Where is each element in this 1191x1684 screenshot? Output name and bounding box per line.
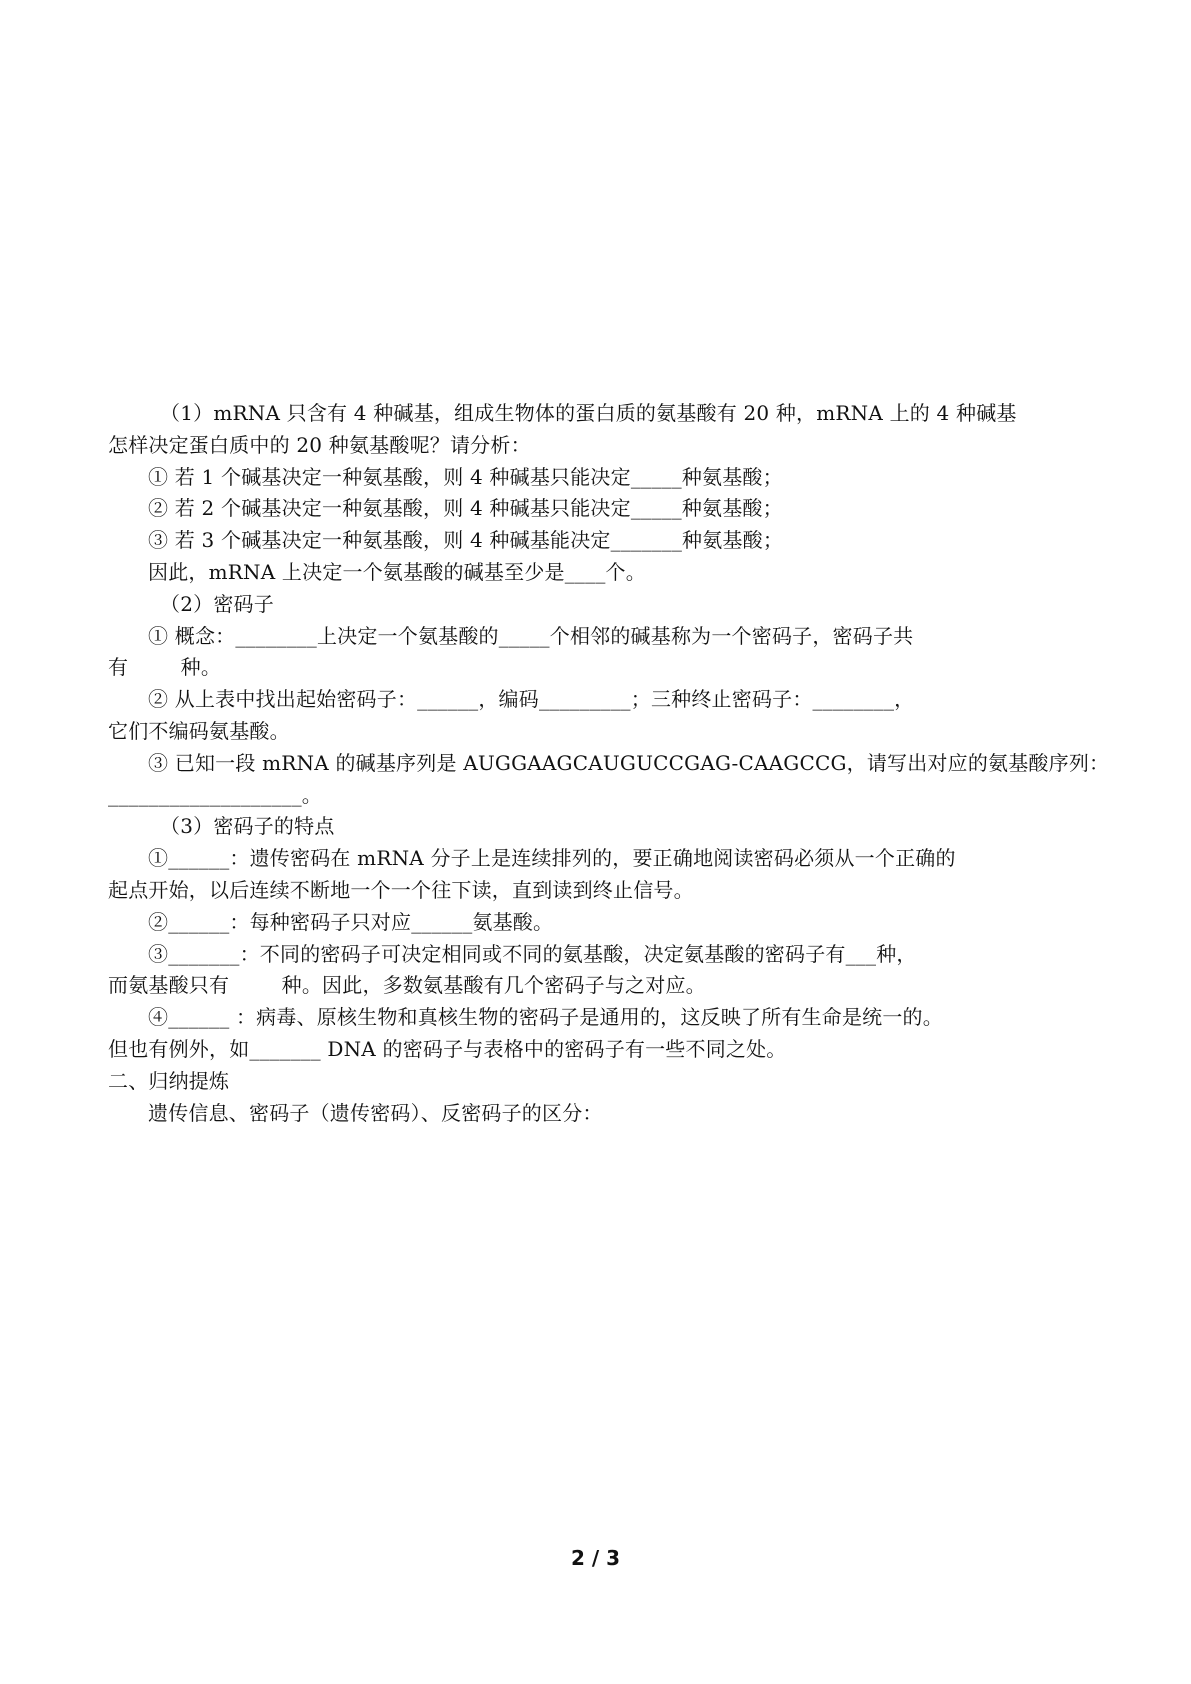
paragraph-line: 因此，mRNA 上决定一个氨基酸的碱基至少是____个。	[148, 559, 646, 584]
paragraph-line: 怎样决定蛋白质中的 20 种氨基酸呢？请分析：	[108, 432, 531, 457]
paragraph-line: ③_______：不同的密码子可决定相同或不同的氨基酸，决定氨基酸的密码子有___种，	[148, 941, 917, 966]
paragraph-line: 起点开始，以后连续不断地一个一个往下读，直到读到终止信号。	[108, 877, 694, 902]
paragraph-line: ① 若 1 个碱基决定一种氨基酸，则 4 种碱基只能决定_____种氨基酸；	[148, 464, 783, 489]
paragraph-line: ③ 已知一段 mRNA 的碱基序列是 AUGGAAGCAUGUCCGAG-CAAGCCG，请写出对应的氨基酸序列：	[148, 750, 1110, 775]
paragraph-line: 它们不编码氨基酸。	[108, 718, 290, 743]
paragraph-line: ②______：每种密码子只对应______氨基酸。	[148, 909, 554, 934]
paragraph-line: （1）mRNA 只含有 4 种碱基，组成生物体的蛋白质的氨基酸有 20 种，mRNA 上的 4 种碱基	[160, 401, 1017, 425]
paragraph-line: ③ 若 3 个碱基决定一种氨基酸，则 4 种碱基能决定_______种氨基酸；	[148, 528, 784, 553]
paragraph-line: ___________________。	[108, 782, 322, 807]
section-heading: 二、归纳提炼	[108, 1068, 230, 1093]
paragraph-line: 而氨基酸只有 种。因此，多数氨基酸有几个密码子与之对应。	[108, 973, 706, 998]
paragraph-line: ①______：遗传密码在 mRNA 分子上是连续排列的，要正确地阅读密码必须从一个正确的	[148, 846, 956, 871]
paragraph-line: ① 概念：________上决定一个氨基酸的_____个相邻的碱基称为一个密码子，密码子共	[148, 623, 914, 648]
document-body	[108, 398, 1110, 1129]
paragraph-line: ② 从上表中找出起始密码子：______，编码_________；三种终止密码子：________，	[148, 687, 915, 712]
paragraph-line: 有 种。	[108, 655, 222, 680]
paragraph-line: 但也有例外，如_______ DNA 的密码子与表格中的密码子有一些不同之处。	[108, 1036, 787, 1061]
paragraph-line: ② 若 2 个碱基决定一种氨基酸，则 4 种碱基只能决定_____种氨基酸；	[148, 496, 783, 521]
paragraph-line: ④______ ：病毒、原核生物和真核生物的密码子是通用的，这反映了所有生命是统一的。	[148, 1005, 943, 1030]
section-heading: （3）密码子的特点	[160, 814, 335, 839]
page-number: 2 / 3	[570, 1546, 621, 1570]
section-heading: （2）密码子	[160, 591, 274, 616]
paragraph-line: 遗传信息、密码子（遗传密码）、反密码子的区分：	[148, 1100, 603, 1125]
